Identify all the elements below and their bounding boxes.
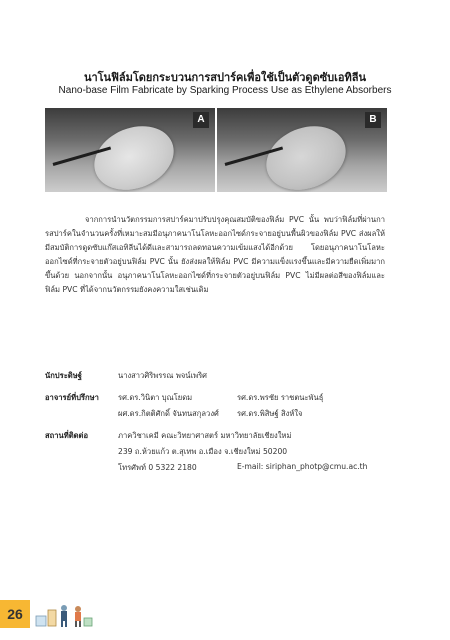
advisor-name: ผศ.ดร.กิตติศักดิ์ จันทนสกุลวงศ์ xyxy=(118,409,219,418)
inventor-name: นางสาวศิริพรรณ พจน์เพริศ xyxy=(118,371,207,380)
body-paragraph: จากการนำนวัตกรรมการสปาร์คมาปรับปรุงคุณสมบัติของฟิล์ม PVC นั้น พบว่าฟิล์มที่ผ่านการสปาร์คในจำนวนครั้งที่เหมาะสมมีอนุภาคนาโนโลหะออกไซด์กระจายอยู่บนพื้นผิวของฟิล์ม PVC ส่งผลให้มีสมบัติการดูดซับแก๊สเอทิลีนได้ดีและสามารถลดทอนความเข้มแสงได้อีกด้วย โดยอนุภาคนาโนโลหะออกไซด์ที่กระจายตัวอยู่บนฟิล์ม PVC นั้น ยังส่งผลให้ฟิล์ม PVC มีความแข็งแรงขึ้นและมีความยืดเพิ่มมากขึ้นด้วย นอกจากนั้น อนุภาคนาโนโลหะออกไซด์ที่กระจายตัวอยู่บนฟิล์ม PVC ไม่มีผลต่อสีของฟิล์มและฟิล์ม PVC ที่ได้จากนวัตกรรมยังคงความใสเช่นเดิม xyxy=(45,215,385,294)
contact-label: สถานที่ติดต่อ xyxy=(45,431,89,440)
contact-email: E-mail: siriphan_photp@cmu.ac.th xyxy=(237,462,368,471)
photo-label-a: A xyxy=(193,112,209,128)
advisor-label: อาจารย์ที่ปรึกษา xyxy=(45,393,99,402)
advisor-name: รศ.ดร.วินิตา บุณโยดม xyxy=(118,393,193,402)
photo-film-b xyxy=(217,108,387,192)
film-disc xyxy=(257,115,356,192)
contact-address-line: 239 ถ.ห้วยแก้ว ต.สุเทพ อ.เมือง จ.เชียงใหม่ 50200 xyxy=(118,447,288,456)
advisor-name: รศ.ดร.พรชัย ราชตนะพันธุ์ xyxy=(237,393,324,402)
page-number: 26 xyxy=(0,600,30,628)
film-disc xyxy=(85,115,184,192)
title-thai: นาโนฟิล์มโดยกระบวนการสปาร์คเพื่อใช้เป็นตัวดูดซับเอทิลีน xyxy=(83,71,367,84)
photo-film-a xyxy=(45,108,215,192)
lab-illustration-icon xyxy=(34,600,94,628)
photo-label-b: B xyxy=(365,112,381,128)
advisor-name: รศ.ดร.พิสิษฐ์ สิงห์ใจ xyxy=(237,409,303,418)
contact-phone: โทรศัพท์ 0 5322 2180 xyxy=(118,463,197,472)
inventor-label: นักประดิษฐ์ xyxy=(45,371,82,380)
contact-address-line: ภาควิชาเคมี คณะวิทยาศาสตร์ มหาวิทยาลัยเชียงใหม่ xyxy=(118,431,292,440)
title-english: Nano-base Film Fabricate by Sparking Process Use as Ethylene Absorbers xyxy=(58,85,392,96)
